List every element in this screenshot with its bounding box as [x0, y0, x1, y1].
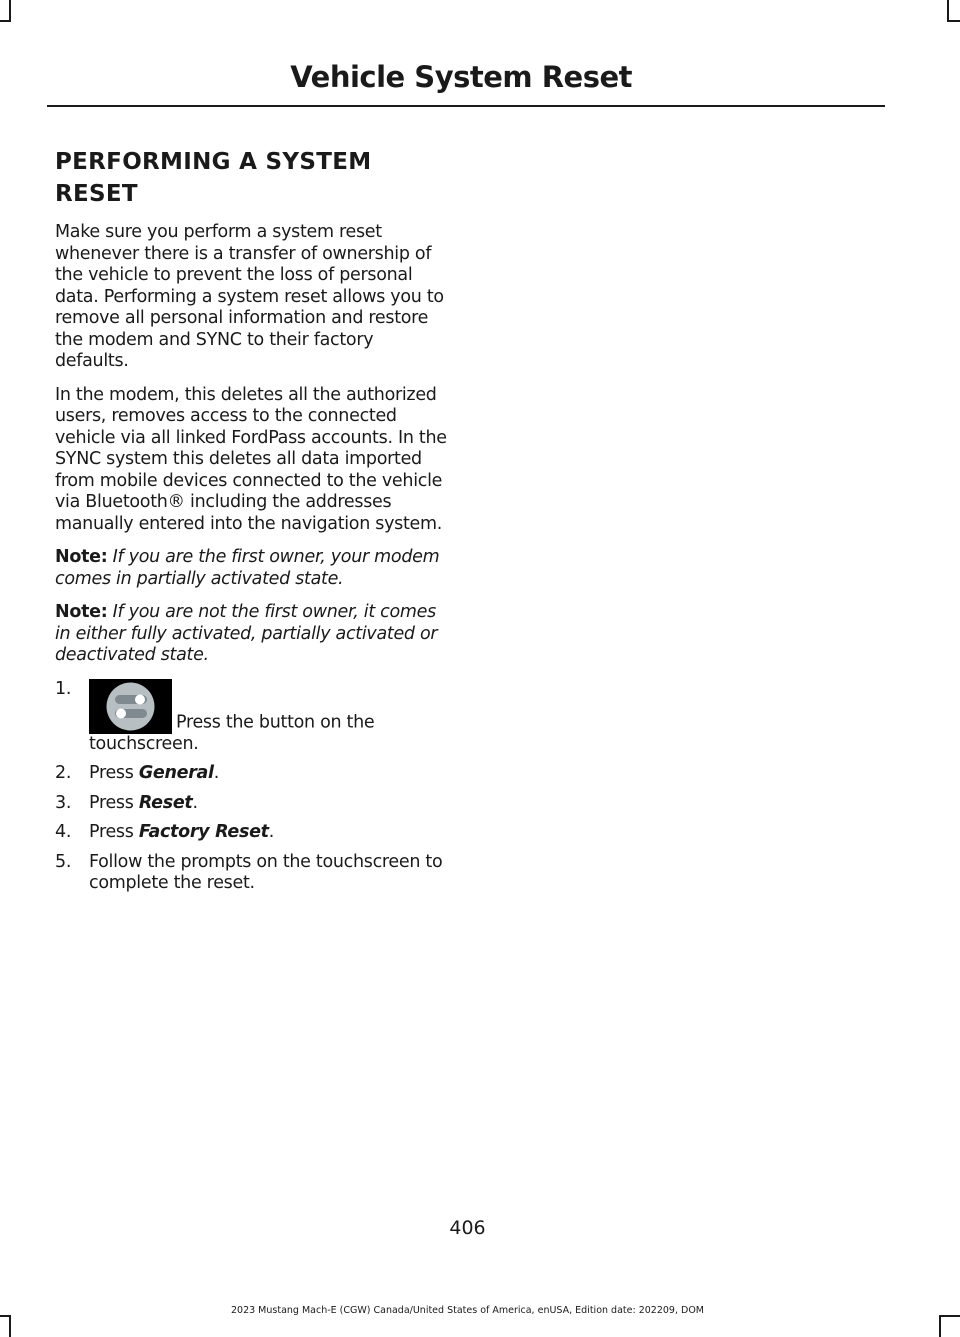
step-item — [55, 763, 450, 785]
page-number: 406 — [449, 1217, 486, 1239]
step-prefix: Press — [89, 792, 134, 813]
step-item — [55, 679, 450, 756]
modem-paragraph: In the modem, this deletes all the authorized users, removes access to the connected vehicle via all linked FordPass accounts. In the SYNC system this deletes all data imported from mobile devices connected to the vehicle via Bluetooth® including the addresses manually entered into the navigation system. — [55, 384, 447, 534]
note-text: If you are not the first owner, it comes in either fully activated, partially activated or deactivated state. — [55, 602, 438, 665]
step-number: 1. — [55, 678, 72, 699]
crop-mark-bottom-right-v — [939, 1315, 941, 1337]
crop-mark-top-left-h — [0, 20, 11, 22]
step-text: Press the button on the touchscreen. — [89, 712, 375, 754]
step-suffix: . — [268, 822, 274, 842]
step-number: 4. — [55, 822, 72, 842]
step-emphasis: General — [138, 763, 214, 783]
note-text: If you are the first owner, your modem comes in partially activated state. — [55, 547, 440, 589]
steps-list — [55, 679, 450, 895]
note-label: Note: — [55, 547, 108, 567]
step-number: 3. — [55, 792, 72, 813]
step-number: 5. — [55, 851, 72, 872]
section-heading-line2: RESET — [55, 181, 138, 207]
step-item — [55, 793, 450, 815]
step-emphasis: Reset — [138, 792, 193, 813]
step-emphasis: Factory Reset — [138, 822, 269, 842]
header-divider — [47, 105, 885, 107]
crop-mark-top-right-h — [947, 20, 960, 22]
settings-toggle-icon — [89, 679, 172, 734]
step-suffix: . — [192, 792, 198, 813]
step-item — [55, 822, 450, 844]
section-heading — [55, 146, 450, 210]
section-heading-line1: PERFORMING A SYSTEM — [55, 149, 372, 175]
step-number: 2. — [55, 763, 72, 783]
step-prefix: Press — [89, 822, 134, 842]
note-first-owner — [55, 547, 450, 590]
note-not-first-owner — [55, 602, 450, 667]
step-text: Follow the prompts on the touchscreen to complete the reset. — [89, 851, 443, 893]
crop-mark-top-left-v — [9, 0, 11, 22]
crop-mark-bottom-right-h — [939, 1315, 960, 1317]
step-item — [55, 852, 450, 895]
step-suffix: . — [213, 763, 219, 783]
main-content — [55, 146, 450, 895]
note-label: Note: — [55, 602, 108, 622]
page-header-title: Vehicle System Reset — [290, 60, 632, 94]
intro-paragraph: Make sure you perform a system reset whenever there is a transfer of ownership of the vehicle to prevent the loss of personal data. Performing a system reset allows you to remove all personal information and restore the modem and SYNC to their factory defaults. — [55, 222, 444, 371]
crop-mark-bottom-left-v — [9, 1315, 11, 1337]
footer-edition-text: 2023 Mustang Mach-E (CGW) Canada/United States of America, enUSA, Edition date: 202209, DOM — [230, 1305, 704, 1316]
crop-mark-top-right-v — [947, 0, 949, 22]
step-prefix: Press — [89, 763, 134, 783]
